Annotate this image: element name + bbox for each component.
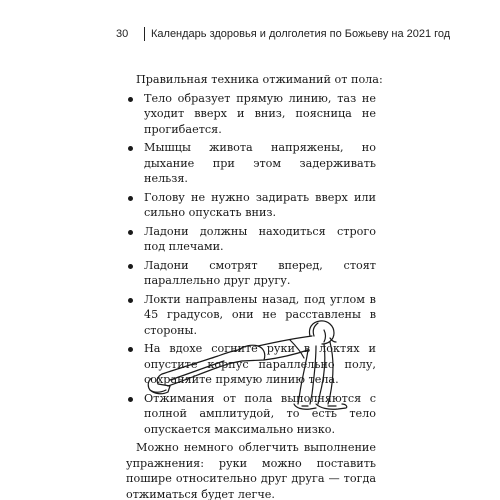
list-item-text: Отжимания от пола выполняются с полной амплитудой, то есть тело опускается максимально низко. xyxy=(144,391,376,436)
bullet-icon xyxy=(128,347,133,352)
torso-drawing xyxy=(238,336,312,361)
feet-drawing xyxy=(148,374,170,394)
list-item-text: Локти направлены назад, под углом в 45 градусов, они не расставлены в стороны. xyxy=(144,292,376,337)
bullet-icon xyxy=(128,97,133,102)
list-item-text: Ладони смотрят вперед, стоят параллельно друг другу. xyxy=(144,258,376,287)
list-item-text: На вдохе согните руки в локтях и опустите корпус параллельно полу, сохраняйте прямую линию тела. xyxy=(144,342,376,386)
legs-drawing xyxy=(162,350,242,386)
pushup-illustration xyxy=(140,320,360,420)
list-item xyxy=(126,224,376,255)
list-item-text: Тело образует прямую линию, таз не уходит вверх и вниз, поясница не прогибается. xyxy=(144,91,376,136)
page-number: 30 xyxy=(116,28,129,40)
head-drawing xyxy=(309,321,336,344)
header-divider xyxy=(144,27,145,41)
outro-paragraph xyxy=(126,440,376,500)
outro-text: Можно немного облегчить выполнение упражнения: руки можно поставить пошире относительно друг друга — тогда отжиматься будет легче. xyxy=(126,441,376,500)
list-item xyxy=(126,91,376,138)
list-item xyxy=(126,140,376,187)
bullet-icon xyxy=(128,146,133,151)
list-item-text: Ладони должны находиться строго под плечами. xyxy=(144,224,376,253)
running-title: Календарь здоровья и долголетия по Божьеву на 2021 год xyxy=(151,28,451,40)
bullet-icon xyxy=(128,230,133,235)
bullet-icon xyxy=(128,397,133,402)
list-item xyxy=(126,190,376,221)
running-header xyxy=(116,26,450,42)
list-item-text: Голову не нужно задирать вверх или сильно опускать вниз. xyxy=(144,190,376,219)
bullet-icon xyxy=(128,298,133,303)
bullet-icon xyxy=(128,264,133,269)
list-item-text: Мышцы живота напряжены, но дыхание при этом задерживать нельзя. xyxy=(144,141,376,185)
hands-drawing xyxy=(294,404,347,409)
list-item xyxy=(126,258,376,289)
bullet-icon xyxy=(128,196,133,201)
intro-paragraph: Правильная техника отжиманий от пола: xyxy=(136,73,383,86)
